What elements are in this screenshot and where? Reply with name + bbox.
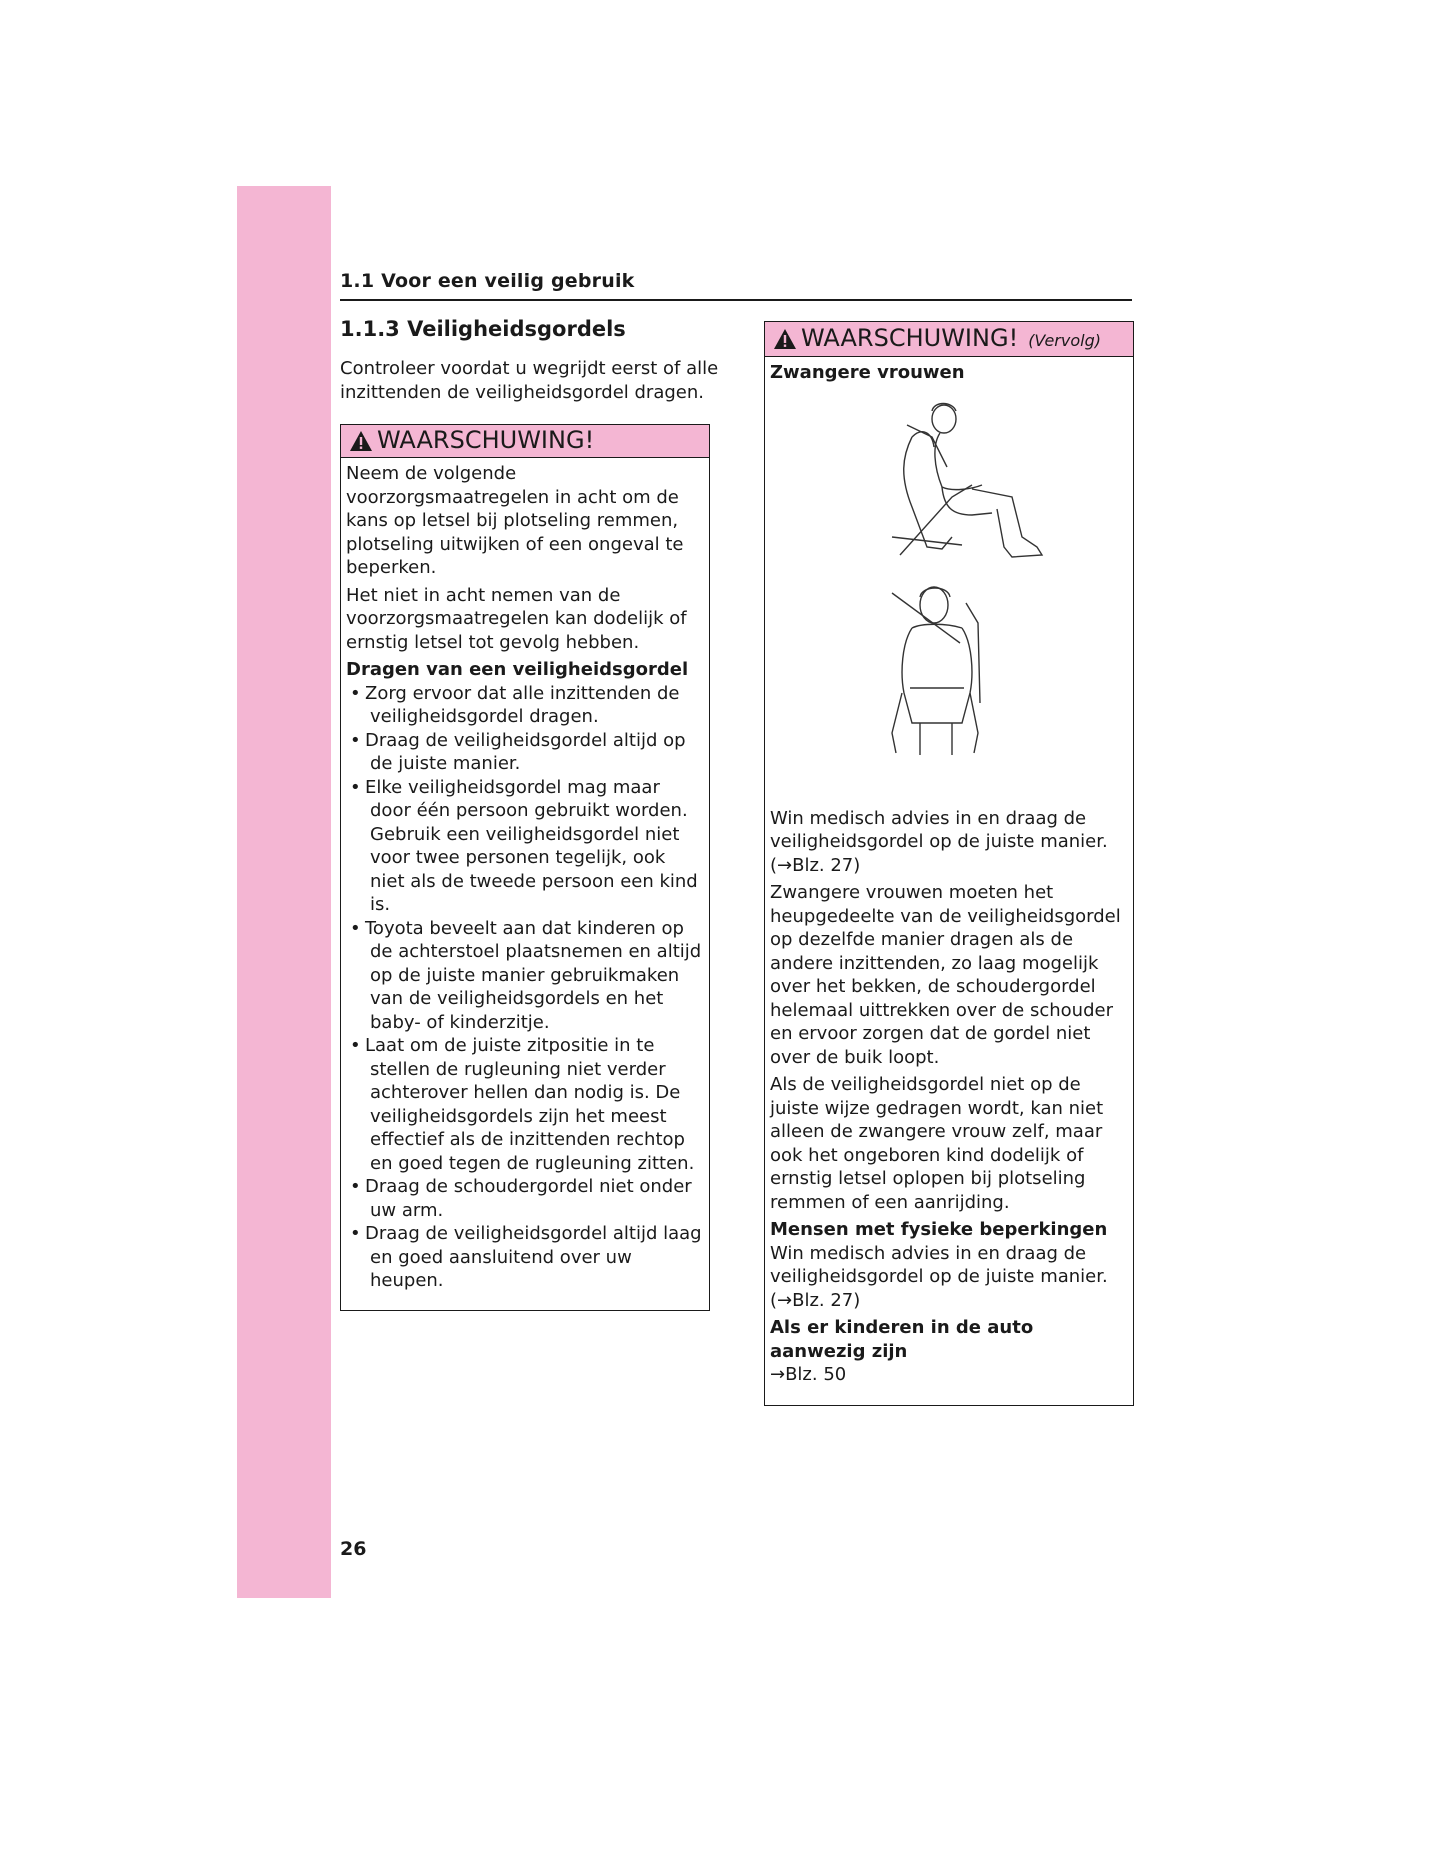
warning-header [341, 425, 709, 458]
warning-subtitle: (Vervolg) [1028, 331, 1101, 351]
seatbelt-illustration [770, 385, 1128, 807]
list-item: • Toyota beveelt aan dat kinderen op de achterstoel plaatsnemen en altijd op de juiste manier gebruikmaken van de veiligheidsgordels en het baby- of kinderzitje. [350, 917, 702, 1033]
pregnant-paragraph: Win medisch advies in en draag de veiligheidsgordel op de juiste manier. (→Blz. 27) [770, 807, 1108, 876]
warning-bullet-list [346, 682, 704, 1293]
warning-box-right [764, 321, 1134, 1406]
list-item: • Laat om de juiste zitpositie in te stellen de rugleuning niet verder achterover hellen dan nodig is. De veiligheidsgordels zijn het meest effectief als de inzittenden rechtop en goed tegen de rugleuning zitten. [350, 1035, 695, 1174]
warning-paragraph: Neem de volgende voorzorgsmaatregelen in acht om de kans op letsel bij plotseling remmen, plotseling uitwijken of een ongeval te beperken. [346, 463, 684, 578]
pregnant-woman-side-view-illustration [872, 397, 1062, 567]
warning-paragraph: Het niet in acht nemen van de voorzorgsmaatregelen kan dodelijk of ernstig letsel tot gevolg hebben. [346, 584, 687, 653]
warning-title: WAARSCHUWING! [377, 426, 595, 455]
pregnant-woman-front-view-illustration [882, 583, 992, 758]
subsection-title: 1.1.3 Veiligheidsgordels [340, 317, 626, 341]
intro-text: Controleer voordat u wegrijdt eerst of alle inzittenden de veiligheidsgordel dragen. [340, 358, 719, 403]
warning-box-left [340, 424, 710, 1311]
list-item: • Draag de schoudergordel niet onder uw arm. [350, 1176, 692, 1221]
children-reference: →Blz. 50 [770, 1364, 847, 1385]
warning-subheading: Dragen van een veiligheidsgordel [346, 659, 689, 680]
disabled-paragraph: Win medisch advies in en draag de veiligheidsgordel op de juiste manier. (→Blz. 27) [770, 1242, 1108, 1311]
section-header: 1.1 Voor een veilig gebruik [340, 270, 635, 292]
list-item: • Draag de veiligheidsgordel altijd laag en goed aansluitend over uw heupen. [350, 1223, 702, 1291]
list-item: • Draag de veiligheidsgordel altijd op de juiste manier. [350, 729, 686, 774]
warning-title: WAARSCHUWING! [801, 324, 1019, 353]
children-heading: Als er kinderen in de auto aanwezig zijn [770, 1317, 1034, 1362]
warning-header [765, 322, 1133, 357]
chapter-margin-strip [237, 186, 331, 1598]
list-item: • Elke veiligheidsgordel mag maar door één persoon gebruikt worden. Gebruik een veiligheidsgordel niet voor twee personen tegelijk, ook niet als de tweede persoon een kind is. [350, 776, 698, 915]
warning-triangle-icon [349, 430, 373, 452]
warning-triangle-icon [773, 328, 797, 350]
header-rule [340, 299, 1132, 301]
list-item: • Zorg ervoor dat alle inzittenden de veiligheidsgordel dragen. [350, 682, 680, 727]
pregnant-heading: Zwangere vrouwen [770, 362, 965, 383]
disabled-heading: Mensen met fysieke beperkingen [770, 1219, 1108, 1240]
pregnant-paragraph: Als de veiligheidsgordel niet op de juiste wijze gedragen wordt, kan niet alleen de zwangere vrouw zelf, maar ook het ongeboren kind dodelijk of ernstig letsel oplopen bij plotseling remmen of een aanrijding. [770, 1074, 1104, 1213]
page-number: 26 [340, 1538, 367, 1560]
pregnant-paragraph: Zwangere vrouwen moeten het heupgedeelte van de veiligheidsgordel op dezelfde manier dragen als de andere inzittenden, zo laag mogelijk over het bekken, de schoudergordel helemaal uittrekken over de schouder en ervoor zorgen dat de gordel niet over de buik loopt. [770, 882, 1121, 1068]
